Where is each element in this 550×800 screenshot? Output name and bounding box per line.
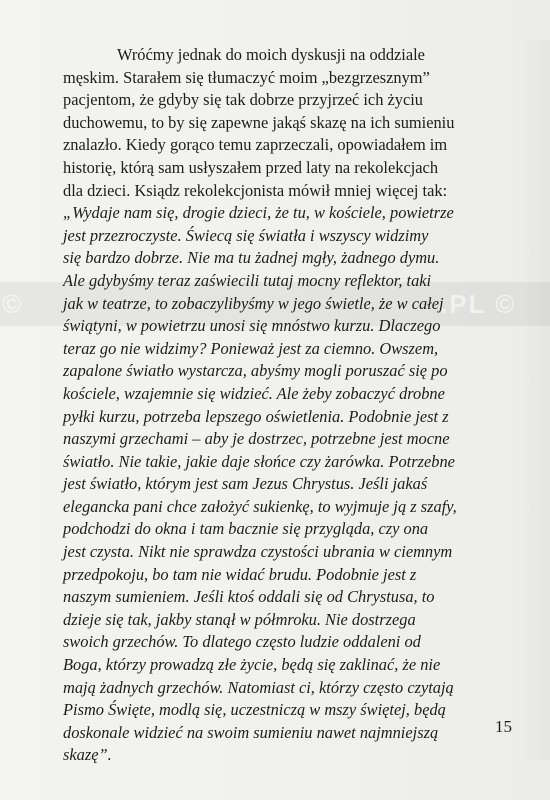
italic-text-line: jest przezroczyste. Świecą się światła i wszyscy widzimy xyxy=(63,225,429,245)
italic-text-line: podchodzi do okna i tam bacznie się przygląda, czy ona xyxy=(63,519,429,539)
italic-text-line: Ale gdybyśmy teraz zaświecili tutaj mocny reflektor, taki xyxy=(63,270,432,290)
italic-text-line: naszym sumieniem. Jeśli ktoś oddali się od Chrystusa, to xyxy=(63,587,435,607)
italic-text-line: pyłki kurzu, potrzeba lepszego oświetlenia. Podobnie jest z xyxy=(63,406,449,426)
italic-text-line: zapalone światło wystarcza, abyśmy mogli poruszać się po xyxy=(63,361,448,381)
italic-text-line: się bardzo dobrze. Nie ma tu żadnej mgły, żadnego dymu. xyxy=(63,248,440,268)
text-line: duchowemu, to by się zapewne jakąś skazę na ich sumieniu xyxy=(63,112,455,132)
text-line: historię, którą sam usłyszałem przed laty na rekolekcjach xyxy=(63,157,439,177)
italic-text-line: dzieje się tak, jakby stanął w półmroku. Nie dostrzega xyxy=(63,609,416,629)
watermark-left: © xyxy=(2,289,24,319)
page-edge-shadow xyxy=(520,40,550,760)
italic-text-line: światło. Nie takie, jakie daje słońce czy żarówka. Potrzebne xyxy=(63,451,455,471)
italic-text-line: jak w teatrze, to zobaczylibyśmy w jego świetle, że w całej xyxy=(63,293,444,313)
body-text xyxy=(63,44,521,767)
text-line: męskim. Starałem się tłumaczyć moim „bezgrzesznym” xyxy=(63,67,430,87)
italic-text-line: „Wydaje nam się, drogie dzieci, że tu, w kościele, powietrze xyxy=(63,203,454,223)
italic-text-line: przedpokoju, bo tam nie widać brudu. Podobnie jest z xyxy=(63,564,417,584)
italic-text-line: Pismo Święte, modlą się, uczestniczą w mszy świętej, będą xyxy=(63,700,446,720)
italic-text-line: teraz go nie widzimy? Ponieważ jest za ciemno. Owszem, xyxy=(63,338,439,358)
watermark-right: .PL © xyxy=(440,289,517,319)
italic-text-line: Boga, którzy prowadzą złe życie, będą się zaklinać, że nie xyxy=(63,655,441,675)
text-line: znalazło. Kiedy gorąco temu zaprzeczali, opowiadałem im xyxy=(63,135,448,155)
text-line: dla dzieci. Ksiądz rekolekcjonista mówił mniej więcej tak: xyxy=(63,180,448,200)
italic-text-line: jest czysta. Nikt nie sprawdza czystości ubrania w ciemnym xyxy=(63,542,453,562)
italic-text-line: elegancka pani chce założyć sukienkę, to wyjmuje ją z szafy, xyxy=(63,496,457,516)
italic-text-line: naszymi grzechami – aby je dostrzec, potrzebne jest mocne xyxy=(63,429,450,449)
page-number: 15 xyxy=(495,717,512,736)
italic-text-line: swoich grzechów. To dlatego często ludzie oddaleni od xyxy=(63,632,421,652)
italic-text-line: kościele, wzajemnie się widzieć. Ale żeby zobaczyć drobne xyxy=(63,383,445,403)
text-line: pacjentom, że gdyby się tak dobrze przyjrzeć ich życiu xyxy=(63,90,423,110)
text-line: Wróćmy jednak do moich dyskusji na oddziale xyxy=(117,45,425,64)
italic-text-line: doskonale widzieć na swoim sumieniu nawet najmniejszą xyxy=(63,722,439,742)
italic-text-line: mają żadnych grzechów. Natomiast ci, którzy często czytają xyxy=(63,677,454,697)
italic-text-line: skazę”. xyxy=(63,745,112,765)
italic-text-line: jest światło, którym jest sam Jezus Chrystus. Jeśli jakaś xyxy=(63,474,428,494)
italic-text-line: świątyni, w powietrzu unosi się mnóstwo kurzu. Dlaczego xyxy=(63,316,441,336)
